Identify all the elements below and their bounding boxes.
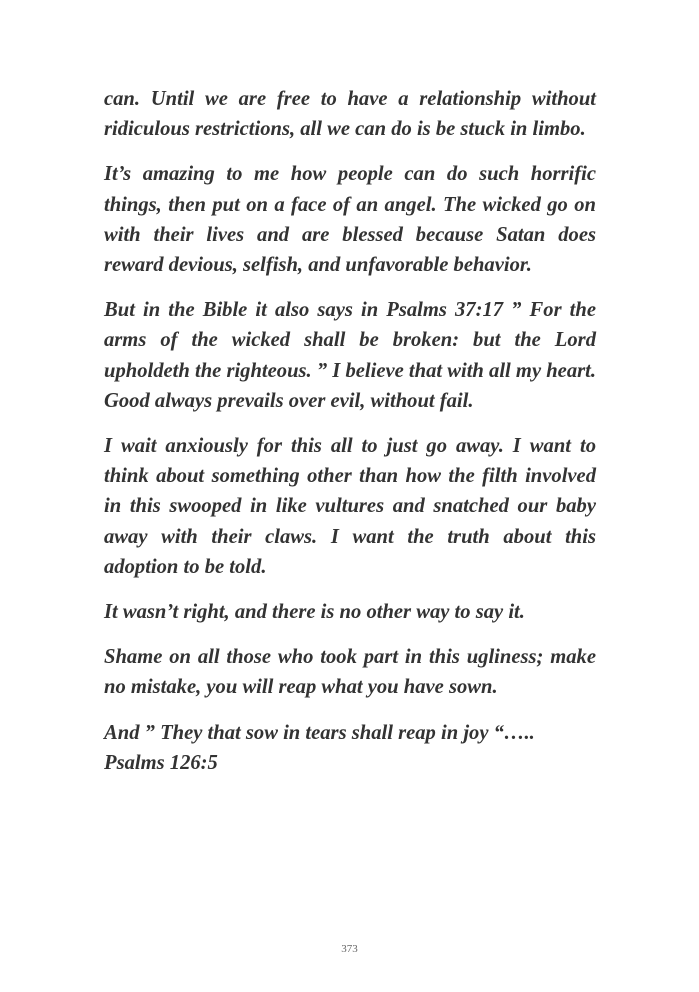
paragraph: can. Until we are free to have a relationship without ridiculous restrictions, all we can do is be stuck in limbo. (104, 88, 596, 141)
paragraph: I wait anxiously for this all to just go away. I want to think about something other than how the filth involved in this swooped in like vultures and snatched our baby away with their claws. I want the truth about this adoption to be told. (104, 435, 596, 578)
closing-quote: And ” They that sow in tears shall reap in joy “….. (104, 721, 535, 744)
paragraph: It’s amazing to me how people can do such horrific things, then put on a face of an angel. The wicked go on with their lives and are blessed because Satan does reward devious, selfish, and unfavorable behavior. (104, 163, 596, 277)
closing-citation: Psalms 126:5 (104, 751, 218, 774)
paragraph: Shame on all those who took part in this ugliness; make no mistake, you will reap what you have sown. (104, 646, 596, 699)
closing-paragraph (104, 718, 596, 778)
page-number: 373 (341, 943, 358, 955)
body-text (104, 84, 596, 793)
paragraph: It wasn’t right, and there is no other way to say it. (104, 601, 525, 624)
paragraph: But in the Bible it also says in Psalms 37:17 ” For the arms of the wicked shall be broken: but the Lord upholdeth the righteous. ” I believe that with all my heart. Good always prevails over evil, without fail. (104, 299, 597, 412)
